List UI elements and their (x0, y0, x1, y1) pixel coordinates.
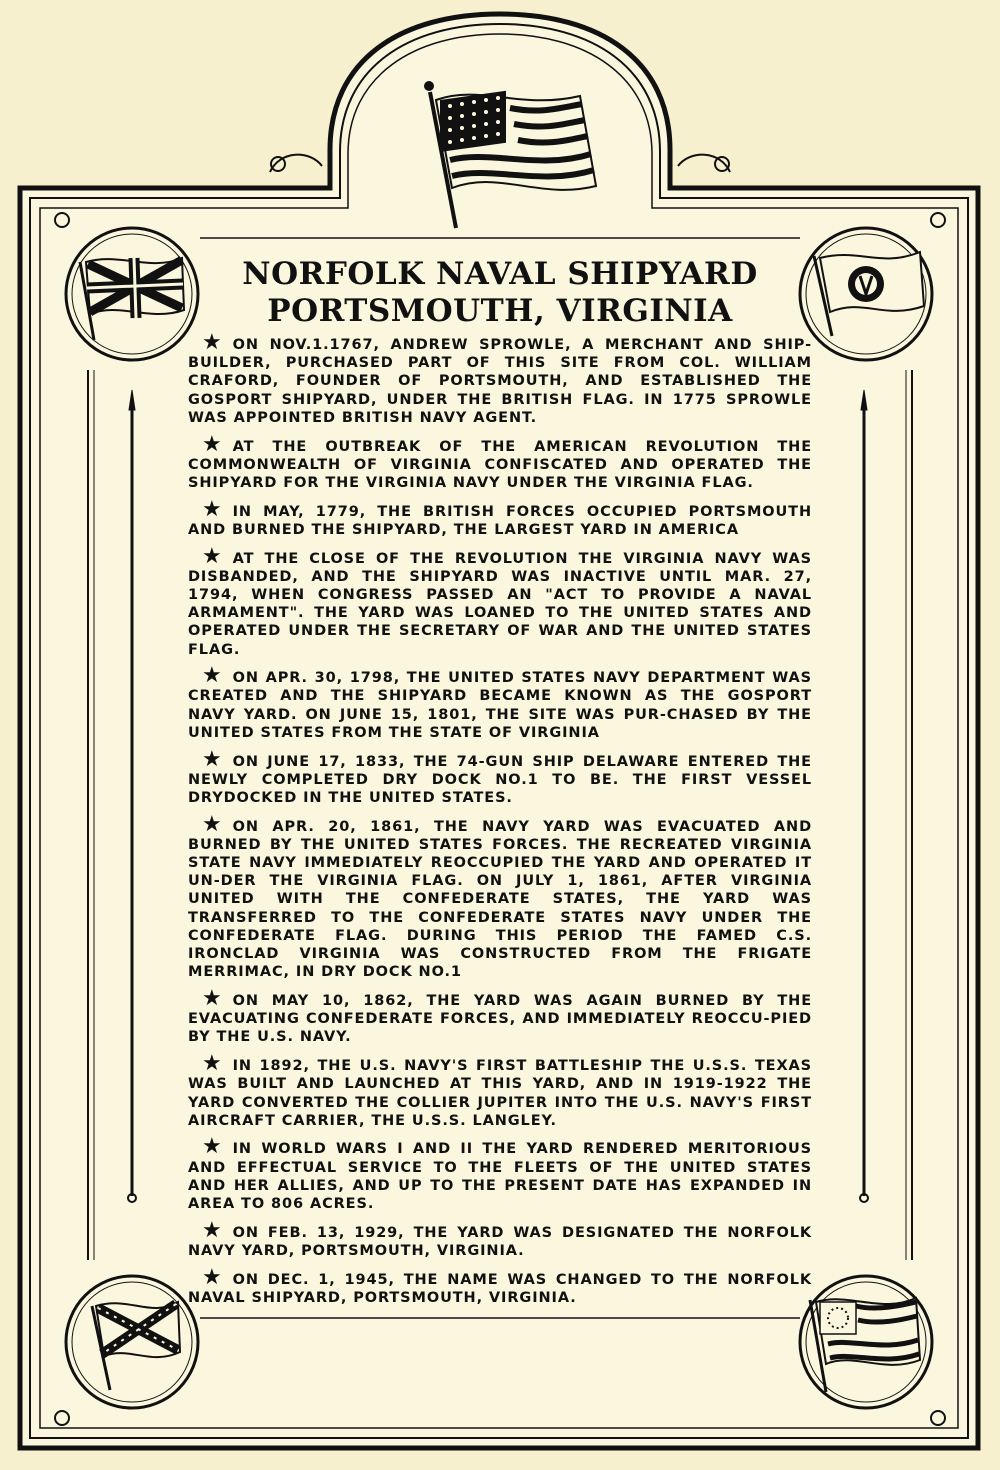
history-text (188, 330, 812, 1318)
history-paragraph: ★ ON APR. 30, 1798, THE UNITED STATES NAVY DEPARTMENT WAS CREATED AND THE SHIPYARD BECAME KNOWN AS THE GOSPORT NAVY YARD. ON JUNE 15, 1801, THE SITE WAS PUR-CHASED BY THE UNITED STATES FROM THE STATE OF VIRGINIA (188, 663, 812, 741)
history-paragraph: ★ IN WORLD WARS I AND II THE YARD RENDERED MERITORIOUS AND EFFECTUAL SERVICE TO THE FLEETS OF THE UNITED STATES AND HER ALLIES, AND UP TO THE PRESENT DATE HAS EXPANDED IN AREA TO 806 ACRES. (188, 1134, 812, 1213)
plaque-title-line-1: NORFOLK NAVAL SHIPYARD (242, 256, 758, 292)
star-icon: ★ (202, 811, 223, 837)
history-paragraph: ★ ON NOV.1.1767, ANDREW SPROWLE, A MERCHANT AND SHIP-BUILDER, PURCHASED PART OF THIS SITE FROM COL. WILLIAM CRAFORD, FOUNDER OF PORTSMOUTH, AND ESTABLISHED THE GOSPORT SHIPYARD, UNDER THE BRITISH FLAG. IN 1775 SPROWLE WAS APPOINTED BRITISH NAVY AGENT. (188, 330, 812, 426)
history-paragraph: ★ ON MAY 10, 1862, THE YARD WAS AGAIN BURNED BY THE EVACUATING CONFEDERATE FORCES, AND IMMEDIATELY REOCCU-PIED BY THE U.S. NAVY. (188, 986, 812, 1046)
history-paragraph: ★ ON FEB. 13, 1929, THE YARD WAS DESIGNATED THE NORFOLK NAVY YARD, PORTSMOUTH, VIRGINIA. (188, 1217, 812, 1259)
star-icon: ★ (202, 1264, 223, 1290)
plaque-title-line-2: PORTSMOUTH, VIRGINIA (267, 293, 733, 329)
star-icon: ★ (202, 496, 223, 522)
history-paragraph: ★ ON DEC. 1, 1945, THE NAME WAS CHANGED TO THE NORFOLK NAVAL SHIPYARD, PORTSMOUTH, VIRGINIA. (188, 1264, 812, 1306)
star-icon: ★ (202, 663, 223, 689)
history-paragraph: ★ IN MAY, 1779, THE BRITISH FORCES OCCUPIED PORTSMOUTH AND BURNED THE SHIPYARD, THE LARGEST YARD IN AMERICA (188, 496, 812, 538)
star-icon: ★ (202, 1051, 223, 1077)
history-paragraph: ★ ON JUNE 17, 1833, THE 74-GUN SHIP DELAWARE ENTERED THE NEWLY COMPLETED DRY DOCK NO.1 TO BE. THE FIRST VESSEL DRYDOCKED IN THE UNITED STATES. (188, 746, 812, 806)
star-icon: ★ (202, 746, 223, 772)
star-icon: ★ (202, 431, 223, 457)
star-icon: ★ (202, 1134, 223, 1160)
star-icon: ★ (202, 986, 223, 1011)
history-paragraph: ★ AT THE OUTBREAK OF THE AMERICAN REVOLUTION THE COMMONWEALTH OF VIRGINIA CONFISCATED AND OPERATED THE SHIPYARD FOR THE VIRGINIA NAVY UNDER THE VIRGINIA FLAG. (188, 431, 812, 491)
history-paragraph: ★ ON APR. 20, 1861, THE NAVY YARD WAS EVACUATED AND BURNED BY THE UNITED STATES FORCES. THE RECREATED VIRGINIA STATE NAVY IMMEDIATELY REOCCUPIED THE YARD AND OPERATED IT UN-DER THE VIRGINIA FLAG. ON JULY 1, 1861, AFTER VIRGINIA UNITED WITH THE CONFEDERATE STATES, THE YARD WAS TRANSFERRED TO THE CONFEDERATE STATES NAVY UNDER THE CONFEDERATE FLAG. DURING THIS PERIOD THE FAMED C.S. IRONCLAD VIRGINIA WAS CONSTRUCTED FROM THE FRIGATE MERRIMAC, IN DRY DOCK NO.1 (188, 811, 812, 981)
star-icon: ★ (202, 330, 223, 355)
star-icon: ★ (202, 1217, 223, 1243)
star-icon: ★ (202, 543, 223, 569)
history-paragraph: ★ AT THE CLOSE OF THE REVOLUTION THE VIRGINIA NAVY WAS DISBANDED, AND THE SHIPYARD WAS INACTIVE UNTIL MAR. 27, 1794, WHEN CONGRESS PASSED AN "ACT TO PROVIDE A NAVAL ARMAMENT". THE YARD WAS LOANED TO THE UNITED STATES AND OPERATED UNDER THE SECRETARY OF WAR AND THE UNITED STATES FLAG. (188, 543, 812, 658)
history-paragraph: ★ IN 1892, THE U.S. NAVY'S FIRST BATTLESHIP THE U.S.S. TEXAS WAS BUILT AND LAUNCHED AT THIS YARD, AND IN 1919-1922 THE YARD CONVERTED THE COLLIER JUPITER INTO THE U.S. NAVY'S FIRST AIRCRAFT CARRIER, THE U.S.S. LANGLEY. (188, 1051, 812, 1129)
